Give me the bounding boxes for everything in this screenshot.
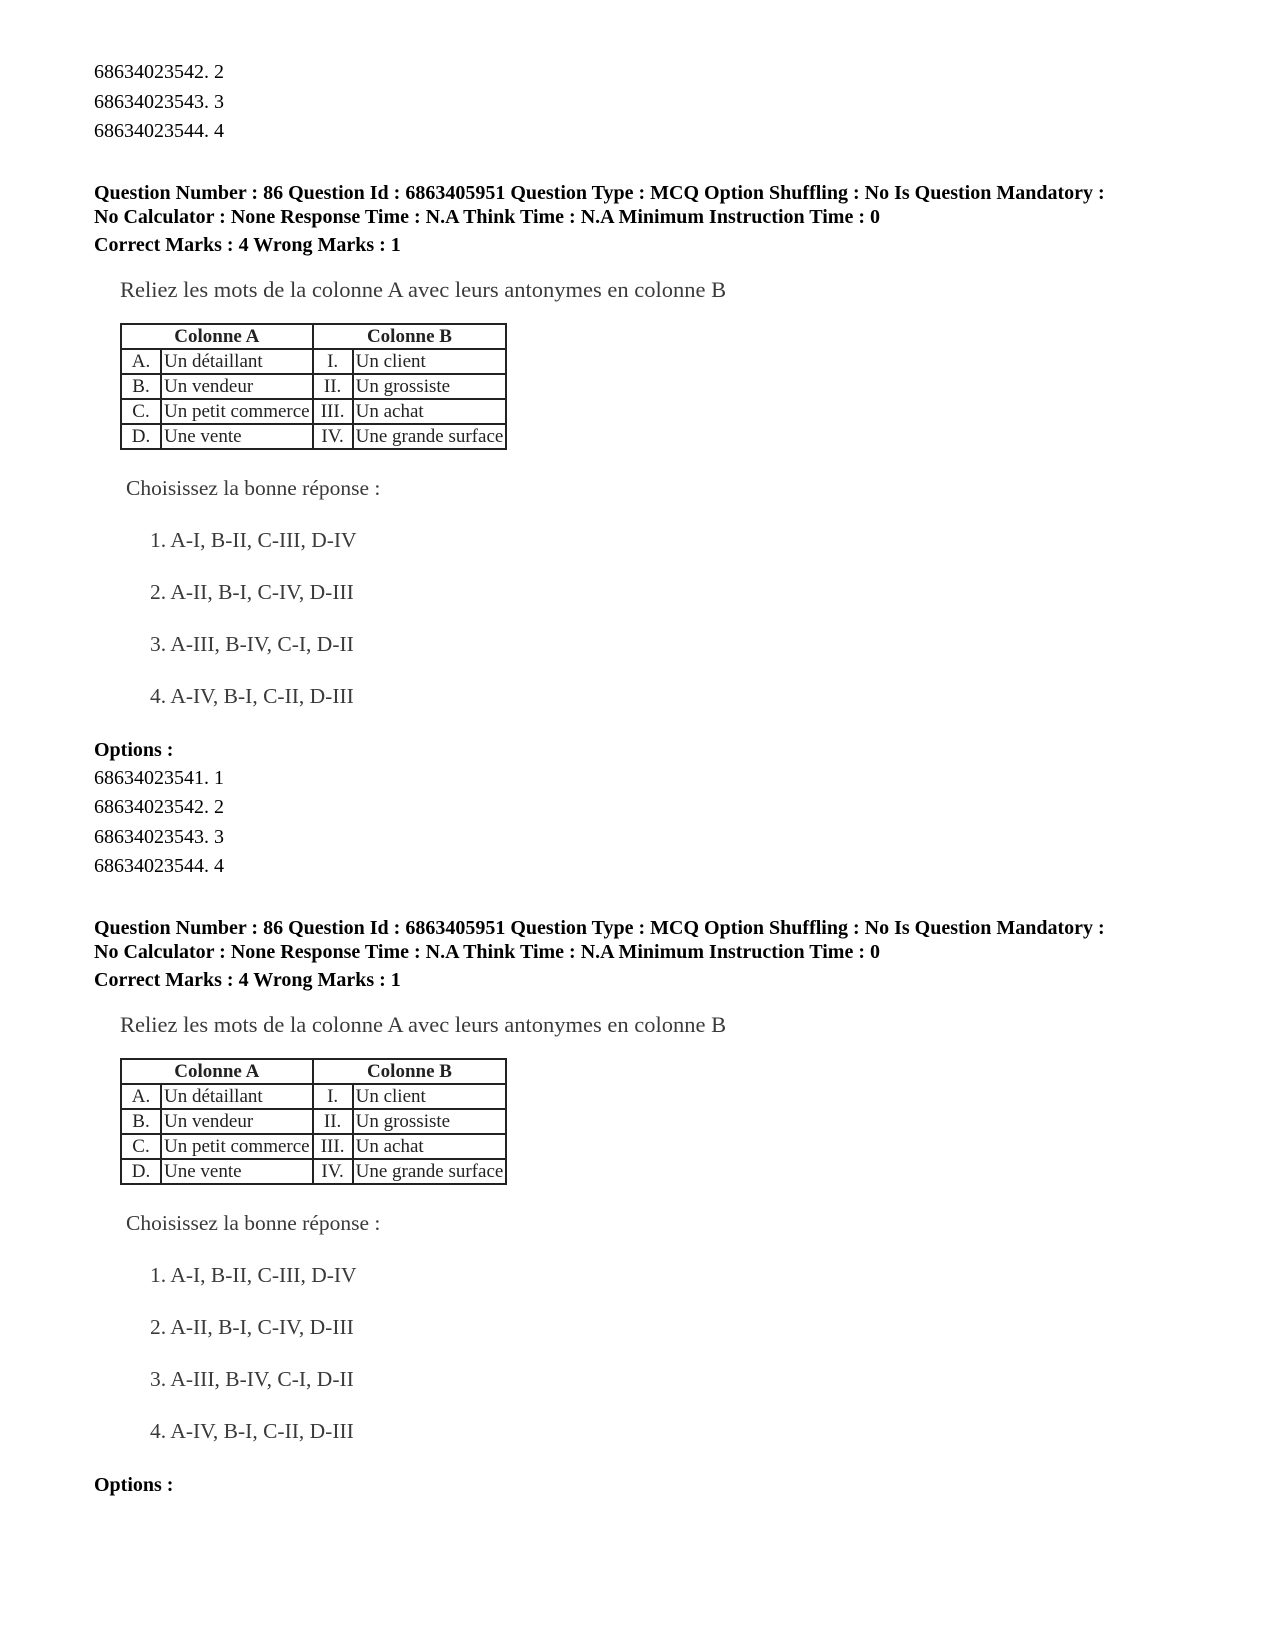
option-line: 68634023543. 3 xyxy=(94,825,224,848)
column-a-header: Colonne A xyxy=(121,1059,313,1084)
table-row: C. Un petit commerce III. Un achat xyxy=(121,399,506,424)
matching-table xyxy=(120,323,507,450)
document-page xyxy=(94,58,1194,1499)
matching-table xyxy=(120,1058,507,1185)
answer-choice: 4. A-IV, B-I, C-II, D-III xyxy=(150,683,354,708)
top-options xyxy=(94,58,1194,147)
answer-choice: 3. A-III, B-IV, C-I, D-II xyxy=(150,631,354,656)
table-row: C. Un petit commerce III. Un achat xyxy=(121,1134,506,1159)
answer-choice: 1. A-I, B-II, C-III, D-IV xyxy=(150,527,357,552)
option-line: 68634023542. 2 xyxy=(94,796,224,818)
option-line: 68634023544. 4 xyxy=(94,120,224,142)
question-block xyxy=(94,181,1194,882)
table-row: D. Une vente IV. Une grande surface xyxy=(121,424,506,449)
table-row: D. Une vente IV. Une grande surface xyxy=(121,1159,506,1184)
question-marks: Correct Marks : 4 Wrong Marks : 1 xyxy=(94,968,401,991)
table-row: B. Un vendeur II. Un grossiste xyxy=(121,1109,506,1134)
answer-choice: 2. A-II, B-I, C-IV, D-III xyxy=(150,1314,354,1339)
table-row: A. Un détaillant I. Un client xyxy=(121,1084,506,1109)
option-line: 68634023541. 1 xyxy=(94,766,224,789)
column-a-header: Colonne A xyxy=(121,324,313,349)
question-image xyxy=(120,275,1194,710)
option-line: 68634023543. 3 xyxy=(94,90,224,113)
question-image xyxy=(120,1010,1194,1445)
options-list xyxy=(94,764,1194,882)
answer-choice: 3. A-III, B-IV, C-I, D-II xyxy=(150,1366,354,1391)
question-marks: Correct Marks : 4 Wrong Marks : 1 xyxy=(94,233,401,256)
table-row: A. Un détaillant I. Un client xyxy=(121,349,506,374)
choose-instruction: Choisissez la bonne réponse : xyxy=(126,1210,381,1235)
question-prompt: Reliez les mots de la colonne A avec leurs antonymes en colonne B xyxy=(120,276,727,302)
question-meta: Question Number : 86 Question Id : 6863405951 Question Type : MCQ Option Shuffling : No Is Question Mandatory : No Calculator : None Response Time : N.A Think Time : N.A Minimum Instruction Time : 0 xyxy=(94,181,1105,228)
question-meta: Question Number : 86 Question Id : 6863405951 Question Type : MCQ Option Shuffling : No Is Question Mandatory : No Calculator : None Response Time : N.A Think Time : N.A Minimum Instruction Time : 0 xyxy=(94,916,1105,963)
options-label: Options : xyxy=(94,1473,174,1496)
column-b-header: Colonne B xyxy=(313,1059,507,1084)
table-row: B. Un vendeur II. Un grossiste xyxy=(121,374,506,399)
choose-instruction: Choisissez la bonne réponse : xyxy=(126,475,381,500)
answer-choice: 4. A-IV, B-I, C-II, D-III xyxy=(150,1418,354,1443)
question-prompt: Reliez les mots de la colonne A avec leurs antonymes en colonne B xyxy=(120,1011,727,1037)
answer-choice: 2. A-II, B-I, C-IV, D-III xyxy=(150,579,354,604)
option-line: 68634023542. 2 xyxy=(94,61,224,83)
question-block xyxy=(94,916,1194,1499)
option-line: 68634023544. 4 xyxy=(94,855,224,877)
column-b-header: Colonne B xyxy=(313,324,507,349)
answer-choice: 1. A-I, B-II, C-III, D-IV xyxy=(150,1262,357,1287)
options-label: Options : xyxy=(94,738,174,761)
